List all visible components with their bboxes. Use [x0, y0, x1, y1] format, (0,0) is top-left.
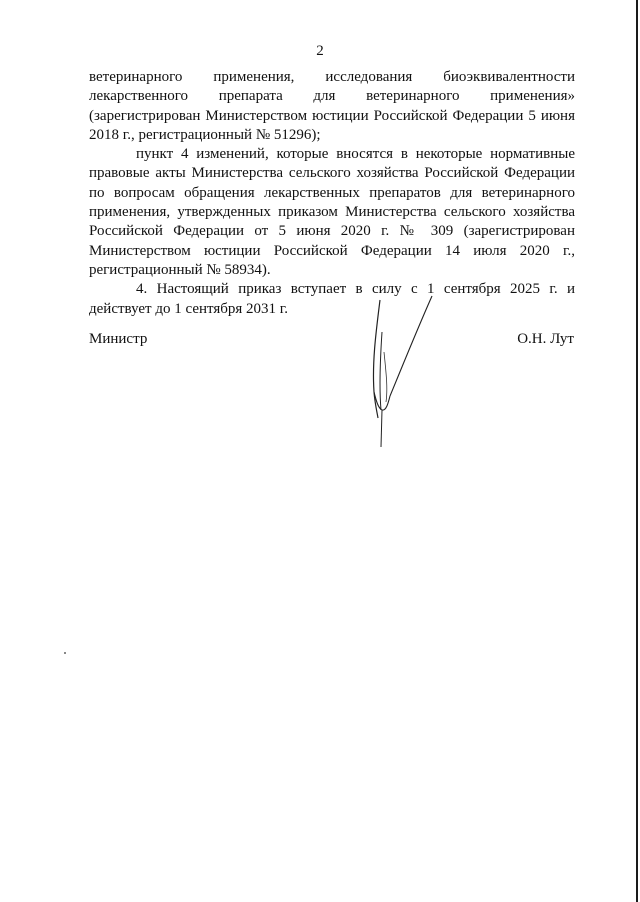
item-paragraph: пункт 4 изменений, которые вносятся в некоторые нормативные правовые акты Министерства сельского хозяйства Российской Федерации по вопросам обращения лекарственных препаратов для ветеринарного применения, утвержденных приказом Министерства сельского хозяйства Российской Федерации от 5 июня 2020 г. № 309 (зарегистрирован Министерством юстиции Российской Федерации 14 июля 2020 г., регистрационный № 58934).: [89, 146, 575, 278]
document-body: [89, 68, 575, 319]
signatory-name: О.Н. Лут: [517, 331, 574, 347]
continuation-paragraph: ветеринарного применения, исследования биоэквивалентности лекарственного препарата для ветеринарного применения» (зарегистрирован Министерством юстиции Российской Федерации 5 июня 2018 г., регистрационный № 51296);: [89, 69, 575, 143]
signatory-title: Министр: [89, 331, 148, 347]
scan-edge-line: [636, 0, 638, 902]
scan-speck: [64, 652, 66, 654]
effective-date-paragraph: 4. Настоящий приказ вступает в силу с 1 сентября 2025 г. и действует до 1 сентября 2031 г.: [89, 281, 575, 317]
page-number: 2: [316, 43, 324, 59]
handwritten-signature: [360, 292, 440, 452]
